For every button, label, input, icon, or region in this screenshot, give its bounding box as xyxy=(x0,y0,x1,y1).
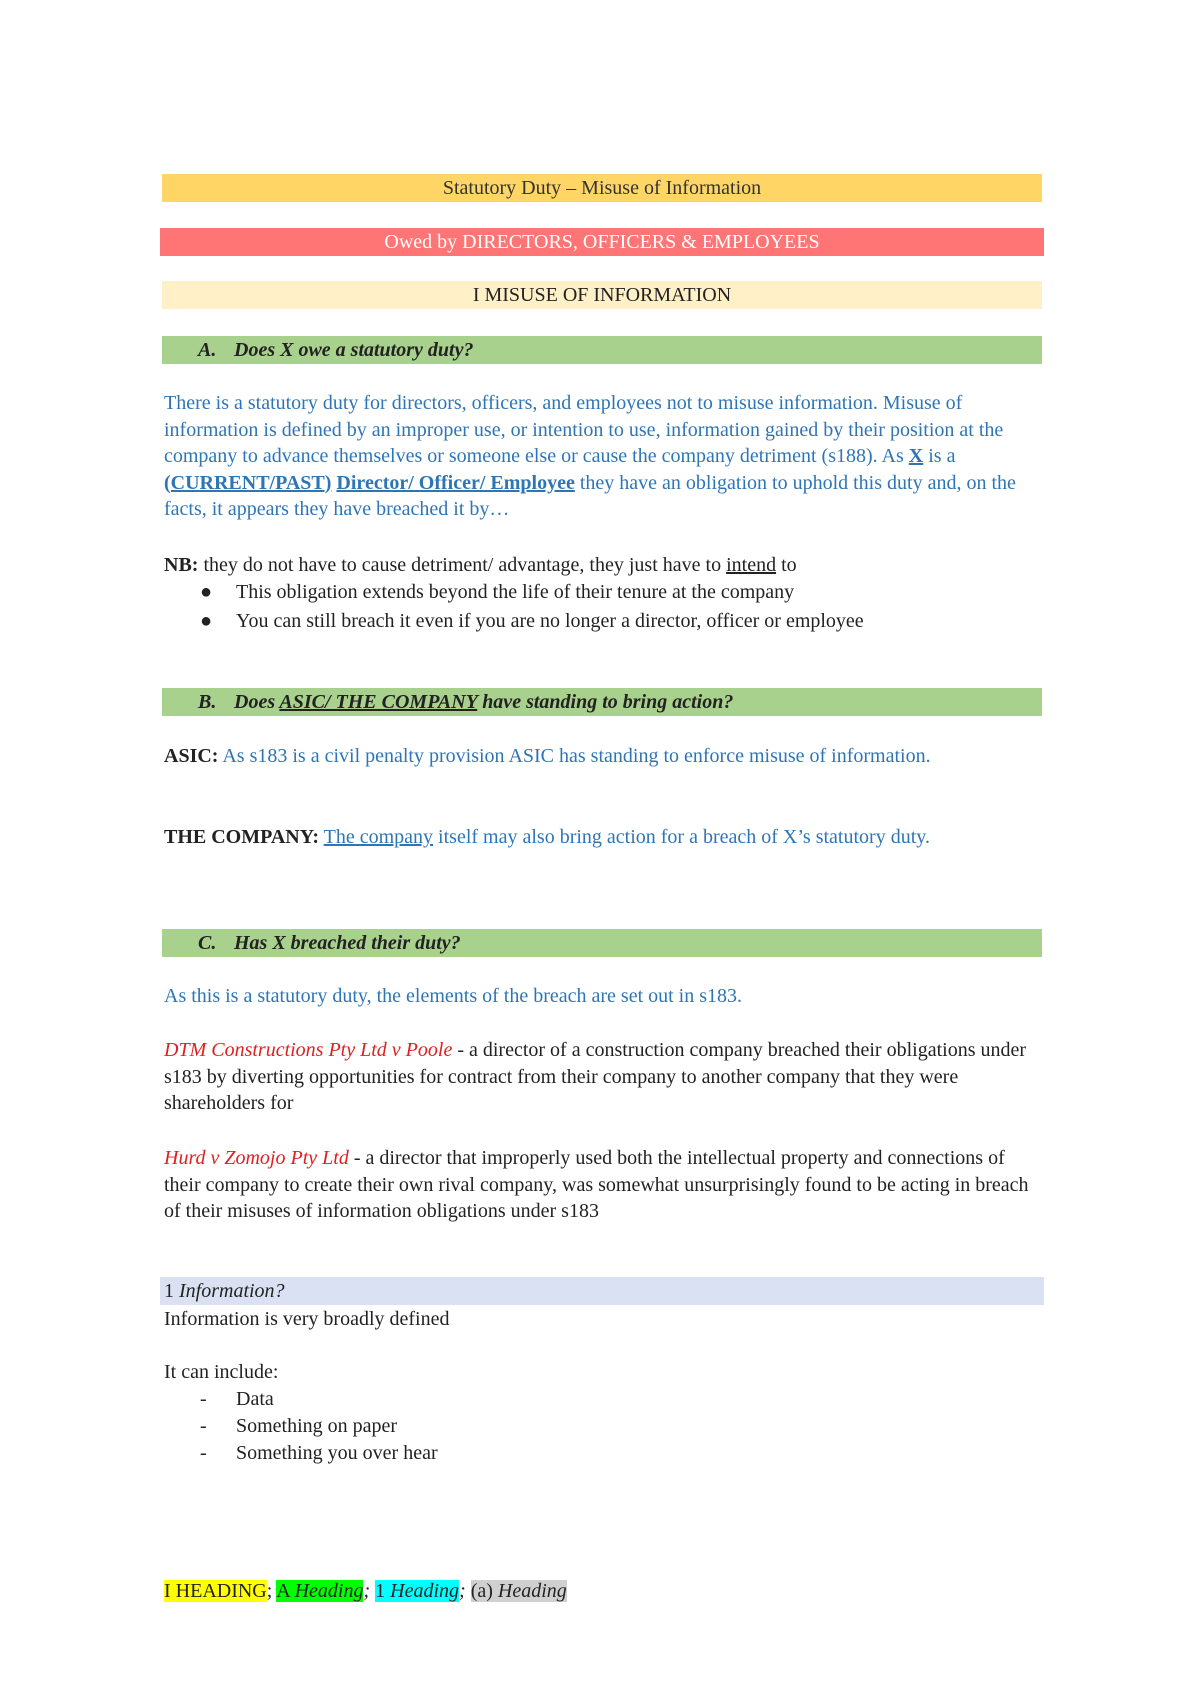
is-a-text: is a xyxy=(923,445,956,467)
legend-separator: ; xyxy=(363,1580,376,1602)
company-text: itself may also bring action for a breach of X’s statutory duty. xyxy=(433,826,930,848)
legend-heading-2 xyxy=(276,1580,363,1602)
nb-line xyxy=(164,552,1044,579)
section-a-text-end: they have an obligation to uphold this duty and, on the facts, it appears they have breached it by… xyxy=(164,471,1016,520)
company-paragraph xyxy=(164,824,1044,851)
section-b-title-underlined: ASIC/ THE COMPANY xyxy=(279,691,478,713)
sub-heading-1-num: 1 xyxy=(164,1280,174,1302)
case-1-text: - a director of a construction company breached their obligations under s183 by diverting opportunities for contract from their company to another company that they were shareholders for xyxy=(164,1039,1027,1114)
info-line-2: It can include: xyxy=(164,1361,279,1383)
bullet-icon: ● xyxy=(200,581,213,603)
title-bar: Statutory Duty – Misuse of Information xyxy=(162,174,1042,202)
section-a-label: A. xyxy=(198,339,217,361)
x-word: X xyxy=(908,445,924,467)
legend-heading-3-prefix: 1 xyxy=(375,1580,391,1602)
heading-legend xyxy=(164,1578,567,1604)
case-2-paragraph xyxy=(164,1145,1044,1225)
section-c-title: Has X breached their duty? xyxy=(234,932,461,954)
case-1-name: DTM Constructions Pty Ltd v Poole xyxy=(164,1039,453,1061)
company-label: THE COMPANY: xyxy=(164,826,319,848)
asic-paragraph xyxy=(164,743,964,770)
asic-label: ASIC: xyxy=(164,745,219,767)
legend-separator: ; xyxy=(266,1580,277,1602)
company-link[interactable]: The company xyxy=(323,826,434,848)
section-a-title: Does X owe a statutory duty? xyxy=(234,339,474,361)
section-c-heading xyxy=(162,929,1042,957)
case-1-paragraph xyxy=(164,1037,1044,1117)
dash-text: Something you over hear xyxy=(236,1442,438,1464)
dash-text: Something on paper xyxy=(236,1415,398,1437)
section-c-label: C. xyxy=(198,932,217,954)
role-text: Director/ Officer/ Employee xyxy=(336,471,575,494)
nb-label: NB: xyxy=(164,554,199,576)
current-past: (CURRENT/PAST) xyxy=(164,471,332,494)
owed-by-bar: Owed by DIRECTORS, OFFICERS & EMPLOYEES xyxy=(160,228,1044,256)
bullet-icon: ● xyxy=(200,610,213,632)
dash-icon: - xyxy=(200,1388,207,1410)
bullet-text: You can still breach it even if you are no longer a director, officer or employee xyxy=(236,610,864,632)
legend-heading-1: I HEADING xyxy=(164,1580,267,1602)
dash-text: Data xyxy=(236,1388,274,1410)
section-a-heading xyxy=(162,336,1042,364)
case-2-name: Hurd v Zomojo Pty Ltd xyxy=(164,1147,349,1169)
sub-heading-1-title: Information? xyxy=(179,1280,285,1302)
bullet-text: This obligation extends beyond the life of their tenure at the company xyxy=(236,581,795,603)
section-b-title xyxy=(234,688,733,716)
nb-to: to xyxy=(776,554,797,576)
info-line-1: Information is very broadly defined xyxy=(164,1308,450,1330)
case-2-text: - a director that improperly used both the intellectual property and connections of their company to create their own rival company, was somewhat unsurprisingly found to be acting in breach of their misuses of information obligations under s183 xyxy=(164,1147,1029,1222)
legend-heading-2-prefix: A xyxy=(276,1580,295,1602)
legend-heading-3 xyxy=(375,1580,459,1602)
sub-heading-1 xyxy=(160,1277,1044,1305)
legend-heading-2-text: Heading xyxy=(294,1580,364,1602)
legend-heading-4 xyxy=(471,1580,567,1602)
roman-heading: I MISUSE OF INFORMATION xyxy=(162,281,1042,309)
dash-icon: - xyxy=(200,1442,207,1464)
section-c-intro: As this is a statutory duty, the elements of the breach are set out in s183. xyxy=(164,985,743,1007)
section-a-paragraph xyxy=(164,390,1044,523)
legend-heading-3-text: Heading xyxy=(390,1580,460,1602)
legend-heading-4-prefix: (a) xyxy=(470,1580,498,1602)
asic-text: As s183 is a civil penalty provision ASIC has standing to enforce misuse of information. xyxy=(218,745,931,767)
dash-icon: - xyxy=(200,1415,207,1437)
nb-text: they do not have to cause detriment/ advantage, they just have to xyxy=(198,554,727,576)
nb-intend: intend xyxy=(726,554,777,576)
legend-heading-4-text: Heading xyxy=(497,1580,567,1602)
legend-separator: ; xyxy=(459,1580,471,1602)
section-b-title-pre: Does xyxy=(234,691,280,713)
section-b-title-post: have standing to bring action? xyxy=(477,691,734,713)
section-b-label: B. xyxy=(198,691,217,713)
section-b-heading xyxy=(162,688,1042,716)
section-a-text: There is a statutory duty for directors, officers, and employees not to misuse information. Misuse of information is defined by an improper use, or intention to use, information gained by their position at the company to advance themselves or someone else or cause the company detriment (s188). As xyxy=(164,392,1004,467)
